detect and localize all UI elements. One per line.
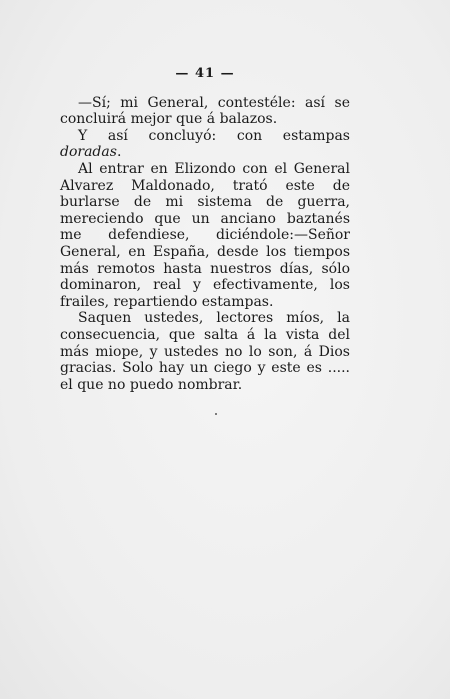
paragraph-3 xyxy=(60,161,350,310)
paragraph-2 xyxy=(60,128,350,161)
paragraph-3-text: Al entrar en Elizondo con el General Alvarez Maldonado, trató este de burlarse de mi sistema de guerra, mereciendo que un anciano baztanés me defendiese, diciéndole:—Señor General, en España, desde los tiempos más remotos hasta nuestros días, sólo dominaron, real y efectivamente, los frailes, repartiendo estampas. xyxy=(60,160,350,310)
paragraph-4 xyxy=(60,310,350,393)
paragraph-2-end: . xyxy=(116,144,122,161)
paper-speck xyxy=(215,413,217,415)
paragraph-2-italic: doradas xyxy=(60,144,117,161)
page-text-block xyxy=(60,66,350,393)
paragraph-4-text: Saquen ustedes, lectores míos, la consecuencia, que salta á la vista del más miope, y ustedes no lo son, á Dios gracias. Solo hay un ciego y este es ..... el que no puedo nombrar. xyxy=(60,310,350,393)
page-number: — 41 — xyxy=(175,66,235,81)
paragraph-1 xyxy=(60,95,350,128)
paragraph-2-text: Y así concluyó: con estampas xyxy=(78,127,350,144)
paragraph-1-text: —Sí; mi General, contestéle: así se concluirá mejor que á balazos. xyxy=(60,94,350,128)
